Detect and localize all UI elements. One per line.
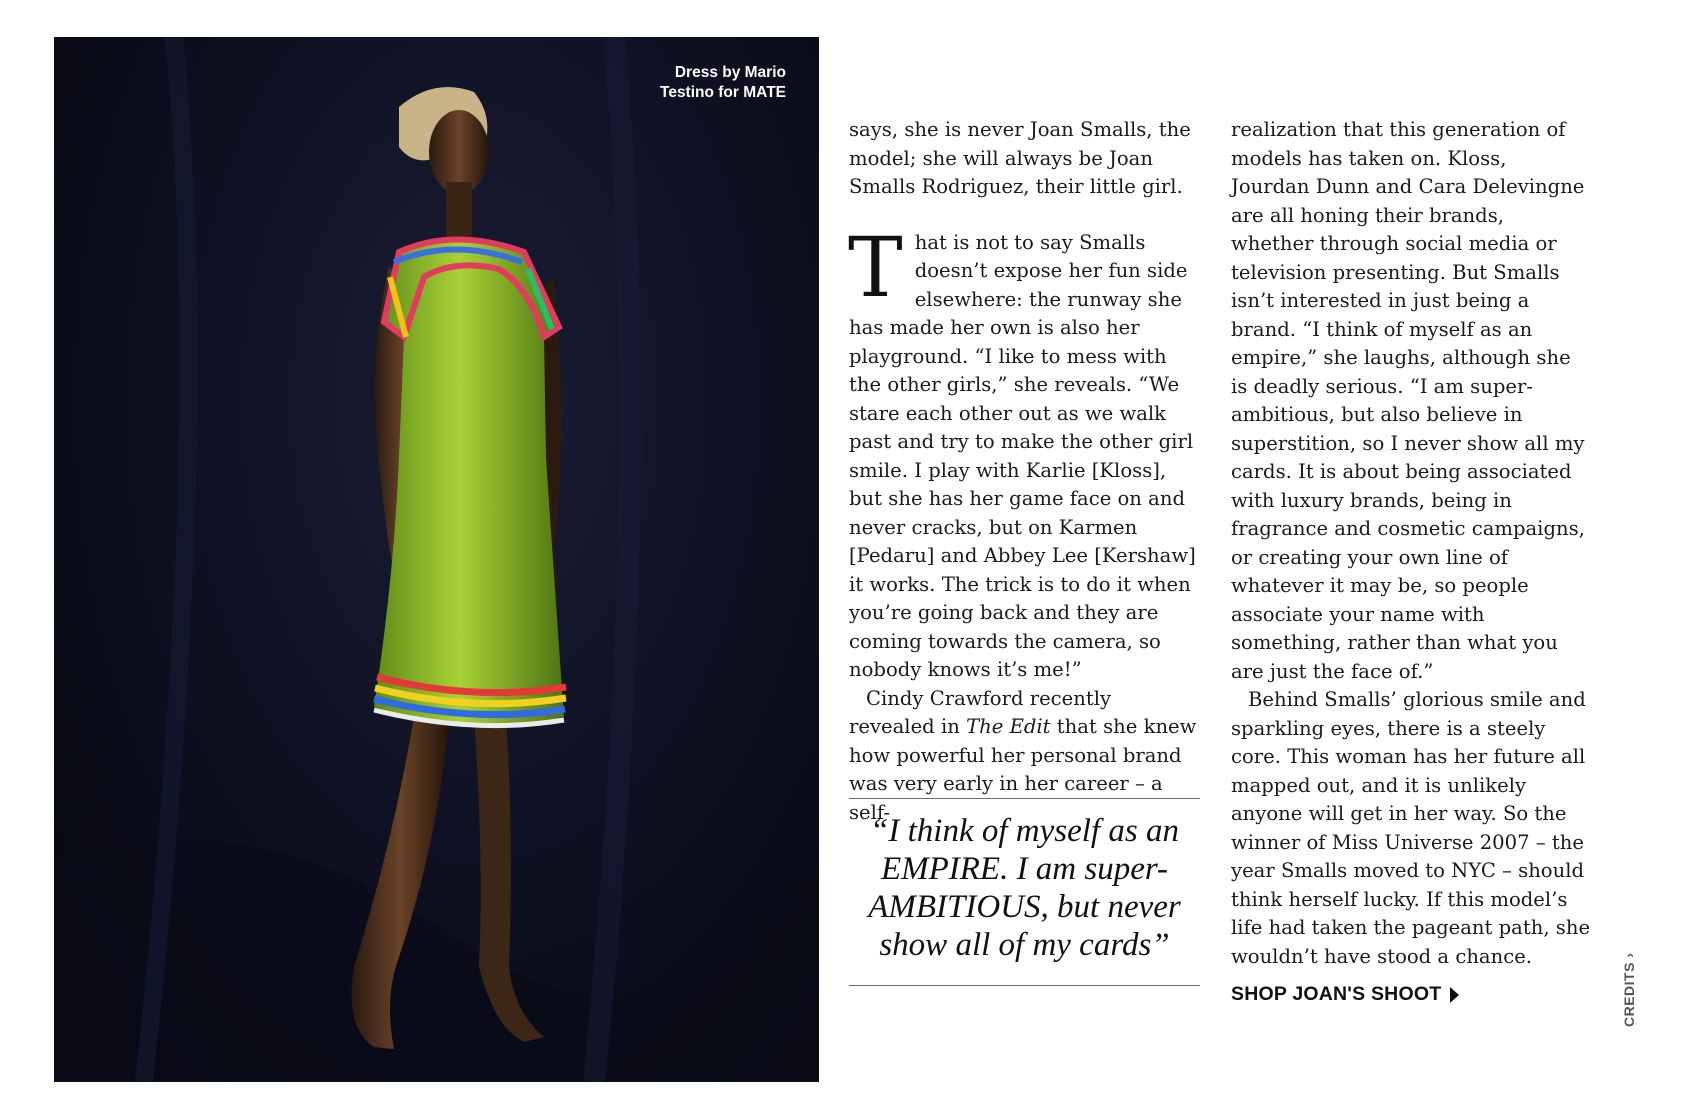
paragraph-with-dropcap [848, 220, 1201, 685]
drop-cap: T [848, 220, 903, 316]
article-column-1 [849, 116, 1201, 827]
photo-credit-line-1: Dress by Mario [674, 64, 786, 81]
model-illustration [54, 37, 819, 1082]
paragraph-text: that she knew how powerful her personal brand was very early in her career – a self- [849, 715, 1197, 824]
pull-quote-text: “I think of myself as an EMPIRE. I am super-AMBITIOUS, but never show all of my cards” [868, 813, 1181, 963]
paragraph-body: hat is not to say Smalls doesn’t expose her fun side elsewhere: the runway she has made her own is also her playground. “I like to mess with the other girls,” she reveals. “We stare each other out as we walk past and try to make the other girl smile. I play with Karlie [Kloss], but she has her game face on and never cracks, but on Karmen [Pedaru] and Abbey Lee [Kershaw] it works. The trick is to do it when you’re going back and they are coming towards the camera, so nobody knows it’s me!” [849, 230, 1196, 681]
credits-tab[interactable]: CREDITS › [1621, 952, 1637, 1027]
photo-credit-line-2: Testino for MATE [660, 84, 786, 101]
shop-shoot-label[interactable]: SHOP JOAN'S SHOOT [1231, 983, 1442, 1005]
photo-credit [566, 63, 786, 103]
paragraph: Behind Smalls’ glorious smile and sparkling eyes, there is a steely core. This woman has her future all mapped out, and it is unlikely anyone will get in her way. So the winner of Miss Universe 2007 – the year Smalls moved to NYC – should think herself lucky. If this model’s life had taken the pageant path, she wouldn’t have stood a chance. [1231, 688, 1591, 968]
pull-quote [849, 798, 1200, 986]
article-column-2 [1231, 116, 1591, 971]
fashion-photo [54, 37, 819, 1082]
paragraph: says, she is never Joan Smalls, the model; she will always be Joan Smalls Rodriguez, their little girl. [849, 118, 1191, 198]
shop-shoot-link[interactable] [1231, 983, 1459, 1006]
publication-title: The Edit [966, 715, 1051, 738]
paragraph: realization that this generation of models has taken on. Kloss, Jourdan Dunn and Cara Delevingne are all honing their brands, whether through social media or television presenting. But Smalls isn’t interested in just being a brand. “I think of myself as an empire,” she laughs, although she is deadly serious. “I am super-ambitious, but also believe in superstition, so I never show all my cards. It is about being associated with luxury brands, being in fragrance and cosmetic campaigns, or creating your own line of whatever it may be, so people associate your name with something, rather than what you are just the face of.” [1231, 118, 1585, 683]
paragraph-text: Cindy Crawford recently revealed in [849, 686, 1112, 738]
play-arrow-icon[interactable] [1450, 987, 1459, 1003]
